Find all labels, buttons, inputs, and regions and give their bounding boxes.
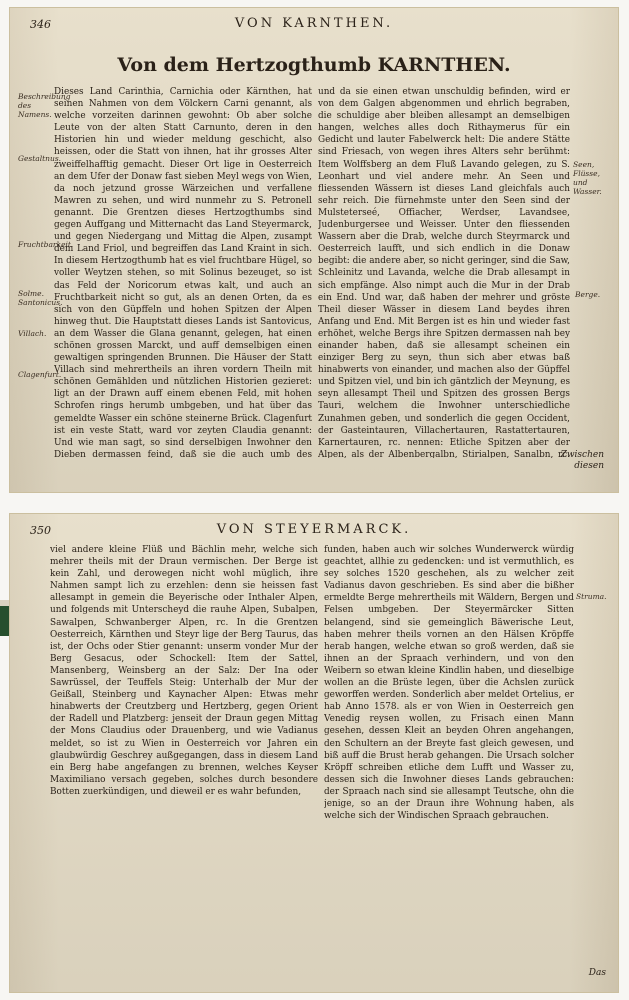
running-title: VON STEYERMARCK. xyxy=(216,522,412,537)
margin-note: Beschreibung des Namens. xyxy=(18,92,71,119)
text-column-right xyxy=(324,544,574,826)
body-text: Dieses Land Carinthia, Carnichia oder Kärnthen, hat seinen Nahmen von dem Völckern Carni genannt, als welche vorzeiten darinnen gewohnt: Ob aber solche Leute von der alten Statt Carnunto, deren in den Historien hin und wieder meldung geschicht, also heissen, oder die Statt von ihnen, hat ihr grosses Alter zweiffelhafftig gemacht. Dieser Ort lige in Oesterreich an dem Ufer der Donaw fast sieben Meyl wegs von Wien, da noch jetzund grosse Wärzeichen und verfallene Mawren zu sehen, und wird nunmehr zu S. Petronell genannt. Die Grentzen dieses Hertzogthumbs sind gegen Auffgang und Mitternacht das Land Steyermarck, und gegen Niedergang und Mittag die Alpen, zusampt dem Land Friol, und begreiffen das Land Kraint in sich. In diesem Hertzogthumb hat es viel fruchtbare Hügel, so voller Weytzen stehen, so mit Solinus bezeuget, so ist das Feld der Noricorum etwas kalt, und auch an Fruchtbarkeit nicht so gut, als an denen Orten, da es sich von den Güpffeln und hohen Spitzen der Alpen hinweg thut. Die Hauptstatt dieses Lands ist Santovicus, an dem Wasser die Glana genannt, gelegen, hat einen schönen grossen Marckt, und auff demselbigen einen gewaltigen springenden Brunnen. Die Häuser der Statt Villach sind mehrertheils an ihren vordern Theiln mit schönen Gemählden und nützlichen Historien gezieret: ligt an der Drawn auff einem ebenen Feld, mit hohen Schrofen rings herumb umbgeben, und hat über das gemeldte Wasser ein schöne steinerne Brück. Clagenfurt ist ein veste Statt, ward vor zeyten Claudia genannt: Und wie man sagt, so sind derselbigen Inwohner den Dieben dermassen feind, daß sie die auch umb des xyxy=(54,87,312,458)
page-number: 350 xyxy=(30,524,51,537)
body-text: viel andere kleine Flüß und Bächlin mehr, welche sich mehrer theils mit der Draun vermischen. Der Berge ist kein Zahl, und derowegen nicht wohl müglich, ihre Nahmen sampt lich zu erzehlen: denn sie heissen fast allesampt in gemein die Beyerische oder Inthaler Alpen, und folgends mit Unterscheyd die rauhe Alpen, Subalpen, Sawalpen, Schwanberger Alpen, rc. In die Grentzen Oesterreich, Kärnthen und Steyr lige der Berg Taurus, das ist, der Ochs oder Stier genannt: unserm vonder Mur der Berg Gesacus, oder Schockell: Item der Sattel, Mansenberg, Weinsberg an der Salz: Der Ina oder Sawrüssel, der Teuffels Steig: Unterhalb der Mur der Geißall, Steinberg und Kaynacher Alpen: Etwas mehr hinabwerts der Creutzberg und Hertzberg, gegen Orient der Radell und Platzberg: jenseit der Draun gegen Mittag der Mons Claudius oder Drauenberg, und wie Vadianus meldet, so ist zu Wien in Oesterreich vor Jahren ein glaubwürdig Geschrey außgegangen, dass in diesem Land ein Berg habe angefangen zu brennen, welches Keyser Maximiliano versach gegeben, solches durch besondere Botten zuerkündigen, und dieweil er es wahr befunden, xyxy=(50,545,318,797)
bottom-page-header xyxy=(10,522,618,542)
text-column-left xyxy=(54,86,312,458)
chapter-title-text: Von dem Hertzogthumb KARNTHEN. xyxy=(117,54,511,76)
running-title: VON KARNTHEN. xyxy=(234,16,394,31)
margin-note: Gestaltnus. xyxy=(18,154,62,163)
bottom-page xyxy=(10,514,618,992)
body-text: und da sie einen etwan unschuldig befinden, wird er von dem Galgen abgenommen und ehrlich begraben, die schuldige aber bleiben allesampt an demselbigen hangen, welches alles doch Rithaymerus für ein Gedicht und lauter Fabelwerck helt: Die andere Stätte sind Friesach, von wegen ihres Alters sehr berühmt: Item Wolffsberg an dem Fluß Lavando gelegen, zu S. Leonhart und viel andere mehr. An Seen und fliessenden Wässern ist dieses Land gleichfals auch sehr reich. Die fürnehmste unter den Seen sind der Mulsteterseé, Offiacher, Werdser, Lavandsee, Judenburgersee und Weisser. Unter den fliessenden Wassern aber die Drab, welche durch Steyrmarck und Oesterreich laufft, und sich endlich in die Donaw begibt: die andere aber, so nicht geringer, sind die Saw, Schleinitz und Lavanda, welche die Drab allesampt in sich empfänge. Also nimpt auch die Mur in der Drab ein End. Und war, daß haben der mehrer und gröste Theil dieser Wässer in diesem Land beydes ihren Anfang und End. Mit Bergen ist es hin und wieder fast erhöhet, welche Bergs ihre Spitzen dermassen nah bey einander haben, daß sie allesampt scheinen ein einziger Berg zu seyn, thun sich aber etwas baß hinabwerts von einander, und machen also der Güpffel und Spitzen viel, und bin ich gäntzlich der Meynung, es seyn allesampt Theil und Spitzen des grossen Bergs Tauri, welchem die Inwohner unterschiedliche Zunahmen geben, und sonderlich die gegen Occident, der Gasteintauren, Villachertauren, Rastattertauren, Karnertauren, rc. nennen: Etliche Spitzen aber der Alpen, als der Albenbergalbn, Stirialpen, Sanalbn, rc. xyxy=(318,87,570,458)
body-text: funden, haben auch wir solches Wunderwerck würdig geachtet, allhie zu gedencken: und ist vermuthlich, es sey solches 1520 geschehen, als zu welcher zeit Vadianus davon geschrieben. Es sind aber die bißher ermeldte Berge mehrertheils mit Wäldern, Bergen und Felsen umbgeben. Der Steyermärcker Sitten belangend, sind sie gemeinglich Bäwerische Leut, haben mehrer theils vornen an den Hälsen Kröpffe herab hangen, welche etwan so groß werden, daß sie ihnen an der Spraach verhindern, und von den Weibern so etwan kleine Kindlin haben, und dieselbige wollen an die Brüste legen, über die Achslen zurück geworffen werden. Sonderlich aber meldet Ortelius, er hab Anno 1578. als er von Wien in Oesterreich gen Venedig reysen wollen, zu Frisach einen Mann gesehen, dessen Kleit an beyden Ohren angehangen, den Schultern an der Breyte fast gleich gewesen, und biß auff die Brust herab gehangen. Die Ursach solcher Kröpff schreiben etliche dem Lufft und Wasser zu, dessen sich die Inwohner dieses Lands gebrauchen: der Spraach nach sind sie allesampt Teutsche, ohn die jenige, so an der Draun ihre Wohnung haben, als welche sich der Windischen Spraach gebrauchen. xyxy=(324,545,574,822)
margin-note: Berge. xyxy=(575,290,601,299)
top-page xyxy=(10,8,618,492)
text-column-right xyxy=(318,86,570,458)
margin-note: Villach. xyxy=(18,329,47,338)
margin-note: Fruchtbarkeit. xyxy=(18,240,74,249)
text-column-left xyxy=(50,544,318,826)
catchword: Zwischen diesen xyxy=(560,450,604,471)
top-page-header xyxy=(10,16,618,36)
page-number: 346 xyxy=(30,18,51,31)
chapter-title xyxy=(10,54,618,76)
margin-note: Struma. xyxy=(576,592,607,601)
margin-note: Seen, Flüsse, und Wasser. xyxy=(573,160,602,196)
margin-note: Solme. Santonicus. xyxy=(18,289,63,307)
margin-note: Clagenfurt. xyxy=(18,370,62,379)
catchword: Das xyxy=(588,968,606,978)
